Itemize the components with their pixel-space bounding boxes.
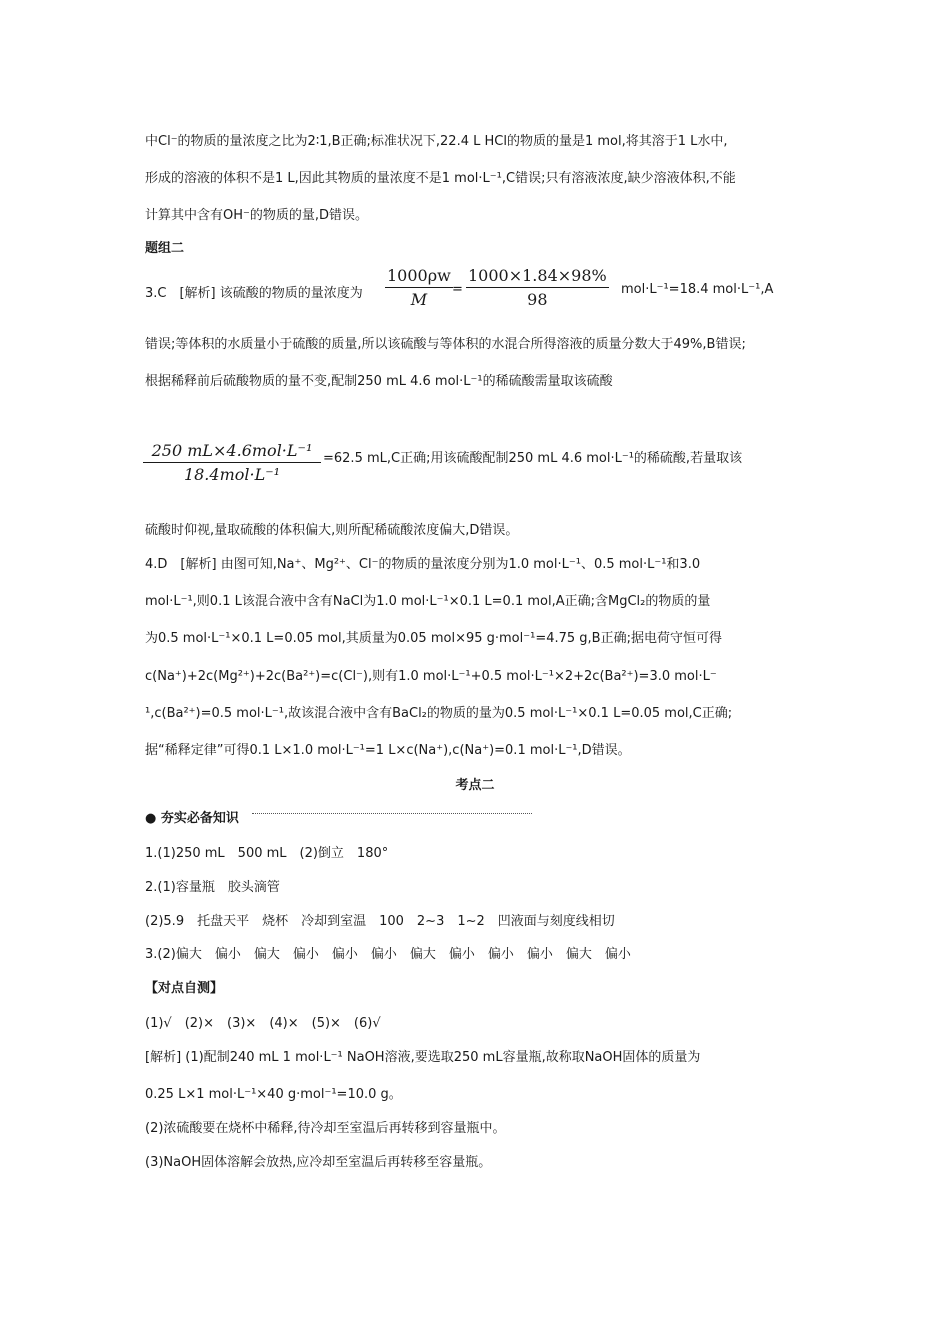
equals-sign: = — [452, 282, 463, 297]
text-line: 1.(1)250 mL 500 mL (2)倒立 180° — [145, 846, 389, 861]
text-line: 4.D [解析] 由图可知,Na⁺、Mg²⁺、Cl⁻的物质的量浓度分别为1.0 mol·L⁻¹、0.5 mol·L⁻¹和3.0 — [145, 557, 701, 572]
text-line: 形成的溶液的体积不是1 L,因此其物质的量浓度不是1 mol·L⁻¹,C错误;只有溶液浓度,缺少溶液体积,不能 — [145, 171, 736, 186]
text-line: mol·L⁻¹,则0.1 L该混合液中含有NaCl为1.0 mol·L⁻¹×0.1 L=0.1 mol,A正确;含MgCl₂的物质的量 — [145, 594, 711, 609]
text-line: 0.25 L×1 mol·L⁻¹×40 g·mol⁻¹=10.0 g。 — [145, 1087, 402, 1102]
fraction-numerator: 1000×1.84×98% — [466, 266, 609, 288]
text-line: c(Na⁺)+2c(Mg²⁺)+2c(Ba²⁺)=c(Cl⁻),则有1.0 mol·L⁻¹+0.5 mol·L⁻¹×2+2c(Ba²⁺)=3.0 mol·L⁻ — [145, 669, 717, 684]
q3-prefix: 3.C [解析] 该硫酸的物质的量浓度为 — [145, 286, 363, 301]
text-line: 据“稀释定律”可得0.1 L×1.0 mol·L⁻¹=1 L×c(Na⁺),c(Na⁺)=0.1 mol·L⁻¹,D错误。 — [145, 743, 631, 758]
text-line: 计算其中含有OH⁻的物质的量,D错误。 — [145, 208, 369, 223]
formula-fraction-2 — [466, 266, 609, 309]
text-line: 错误;等体积的水质量小于硫酸的质量,所以该硫酸与等体积的水混合所得溶液的质量分数大于49%,B错误; — [145, 337, 746, 352]
fraction-numerator: 250 mL×4.6mol·L⁻¹ — [143, 441, 321, 463]
fraction-numerator: 1000ρw — [385, 266, 453, 288]
q3-suffix: mol·L⁻¹=18.4 mol·L⁻¹,A — [621, 282, 774, 297]
text-line: 根据稀释前后硫酸物质的量不变,配制250 mL 4.6 mol·L⁻¹的稀硫酸需量取该硫酸 — [145, 374, 613, 389]
text-line: 为0.5 mol·L⁻¹×0.1 L=0.05 mol,其质量为0.05 mol×95 g·mol⁻¹=4.75 g,B正确;据电荷守恒可得 — [145, 631, 722, 646]
text-line: (3)NaOH固体溶解会放热,应冷却至室温后再转移至容量瓶。 — [145, 1155, 492, 1170]
fraction-denominator: 18.4mol·L⁻¹ — [183, 465, 281, 484]
fraction-denominator: 98 — [527, 290, 548, 309]
knowledge-heading: ● 夯实必备知识 — [145, 811, 239, 826]
text-line: 中Cl⁻的物质的量浓度之比为2∶1,B正确;标准状况下,22.4 L HCl的物质的量是1 mol,将其溶于1 L水中, — [145, 134, 728, 149]
formula-fraction-1 — [385, 266, 453, 309]
section-title: 考点二 — [455, 778, 495, 793]
formula-fraction-3 — [143, 441, 321, 484]
dotted-divider — [252, 813, 532, 814]
text-line: (2)5.9 托盘天平 烧杯 冷却到室温 100 2~3 1~2 凹液面与刻度线相切 — [145, 914, 615, 929]
text-line: =62.5 mL,C正确;用该硫酸配制250 mL 4.6 mol·L⁻¹的稀硫酸,若量取该 — [323, 451, 743, 466]
text-line: ¹,c(Ba²⁺)=0.5 mol·L⁻¹,故该混合液中含有BaCl₂的物质的量为0.5 mol·L⁻¹×0.1 L=0.05 mol,C正确; — [145, 706, 733, 721]
selftest-heading: 【对点自测】 — [145, 981, 224, 996]
text-line: (2)浓硫酸要在烧杯中稀释,待冷却至室温后再转移到容量瓶中。 — [145, 1121, 506, 1136]
text-line: 2.(1)容量瓶 胶头滴管 — [145, 880, 280, 895]
text-line: 3.(2)偏大 偏小 偏大 偏小 偏小 偏小 偏大 偏小 偏小 偏小 偏大 偏小 — [145, 947, 631, 962]
text-line: 硫酸时仰视,量取硫酸的体积偏大,则所配稀硫酸浓度偏大,D错误。 — [145, 523, 519, 538]
fraction-denominator: M — [410, 290, 428, 309]
heading-group-2: 题组二 — [145, 241, 185, 256]
text-line: [解析] (1)配制240 mL 1 mol·L⁻¹ NaOH溶液,要选取250 mL容量瓶,故称取NaOH固体的质量为 — [145, 1050, 701, 1065]
text-line: (1)√ (2)× (3)× (4)× (5)× (6)√ — [145, 1016, 381, 1031]
